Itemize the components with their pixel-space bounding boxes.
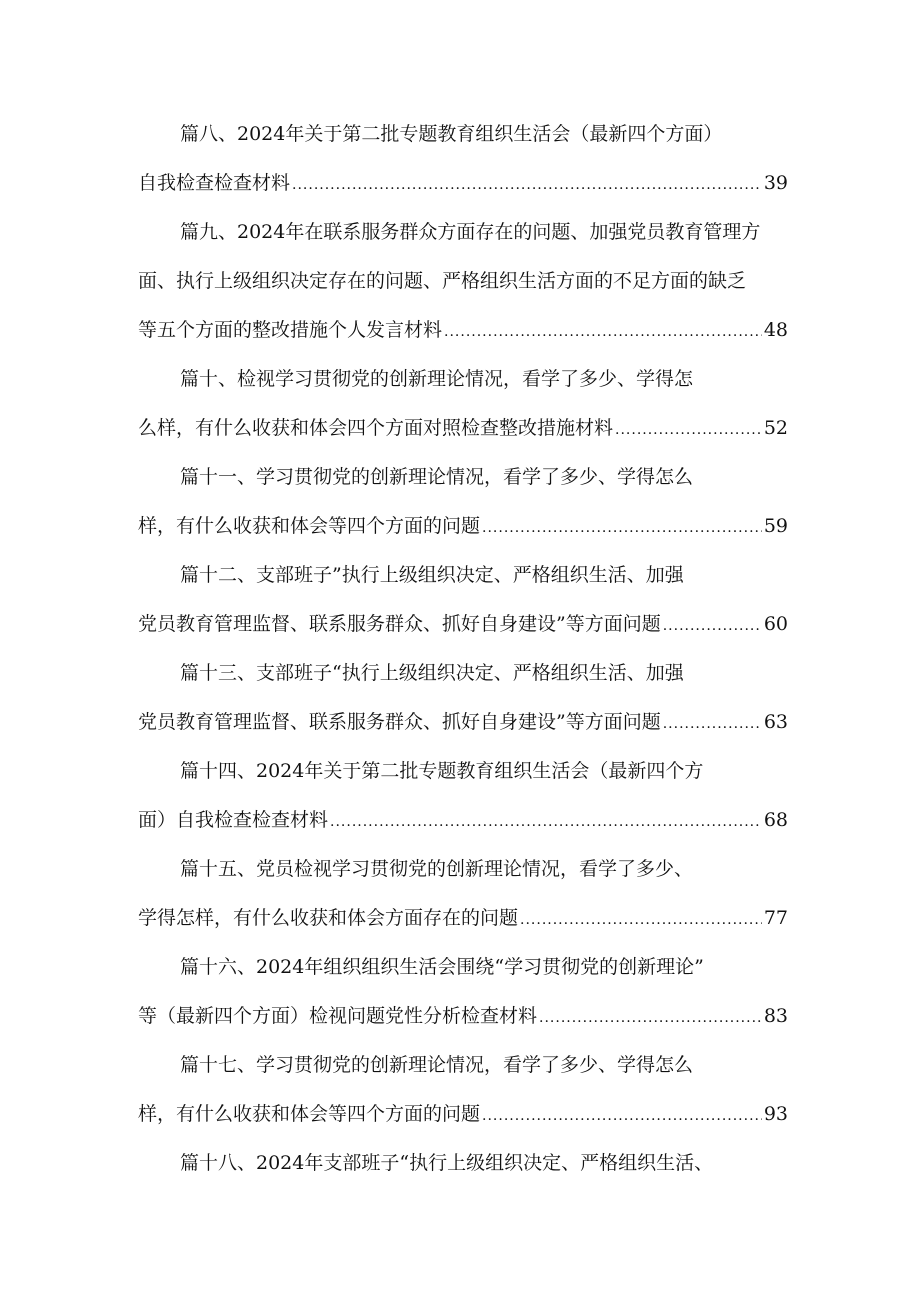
toc-entry-text: 样，有什么收获和体会等四个方面的问题 (138, 515, 481, 537)
toc-entry-leader-line (138, 1095, 788, 1144)
table-of-contents (138, 115, 788, 1193)
toc-page-number: 60 (763, 613, 788, 635)
toc-entry-leader-line (138, 703, 788, 752)
toc-entry-text: 等（最新四个方面）检视问题党性分析检查材料 (138, 1005, 538, 1027)
toc-entry-title-line: 篇十八、2024年支部班子“执行上级组织决定、严格组织生活、 (180, 1152, 714, 1174)
toc-entry-text: 学得怎样，有什么收获和体会方面存在的问题 (138, 907, 519, 929)
toc-entry-title-line: 篇十、检视学习贯彻党的创新理论情况，看学了多少、学得怎 (180, 368, 694, 390)
toc-entry-text: 自我检查检查材料 (138, 172, 291, 194)
dot-leader (482, 1097, 762, 1135)
dot-leader (330, 803, 762, 841)
toc-page-number: 39 (763, 172, 788, 194)
toc-page-number: 83 (763, 1005, 788, 1027)
toc-entry-leader-line (138, 899, 788, 948)
toc-entry-text: 党员教育管理监督、联系服务群众、抓好自身建设”等方面问题 (138, 711, 661, 733)
toc-page-number: 93 (763, 1103, 788, 1125)
toc-entry-title-line: 篇八、2024年关于第二批专题教育组织生活会（最新四个方面） (180, 123, 723, 145)
toc-entry-title-line: 篇十四、2024年关于第二批专题教育组织生活会（最新四个方 (180, 760, 704, 782)
toc-entry-text: 等五个方面的整改措施个人发言材料 (138, 319, 443, 341)
dot-leader (663, 705, 762, 743)
dot-leader (539, 999, 762, 1037)
toc-page-number: 68 (763, 809, 788, 831)
toc-entry-title-line: 篇十一、学习贯彻党的创新理论情况，看学了多少、学得怎么 (180, 466, 694, 488)
toc-page-number: 63 (763, 711, 788, 733)
toc-entry-text: 党员教育管理监督、联系服务群众、抓好自身建设”等方面问题 (138, 613, 661, 635)
toc-entry-continuation-line: 面、执行上级组织决定存在的问题、严格组织生活方面的不足方面的缺乏 (138, 270, 747, 292)
toc-entry-title-line: 篇九、2024年在联系服务群众方面存在的问题、加强党员教育管理方 (180, 221, 761, 243)
dot-leader (663, 607, 762, 645)
dot-leader (615, 411, 762, 449)
toc-entry-text: 面）自我检查检查材料 (138, 809, 329, 831)
toc-entry-leader-line (138, 409, 788, 458)
toc-entry-text: 么样，有什么收获和体会四个方面对照检查整改措施材料 (138, 417, 614, 439)
toc-entry-title-line: 篇十六、2024年组织组织生活会围绕“学习贯彻党的创新理论” (180, 956, 704, 978)
toc-entry-leader-line (138, 311, 788, 360)
toc-page-number: 77 (763, 907, 788, 929)
toc-page-number: 52 (763, 417, 788, 439)
toc-entry-title-line: 篇十三、支部班子“执行上级组织决定、严格组织生活、加强 (180, 662, 684, 684)
toc-entry-title-line: 篇十七、学习贯彻党的创新理论情况，看学了多少、学得怎么 (180, 1054, 694, 1076)
toc-page-number: 48 (763, 319, 788, 341)
toc-entry-title-line: 篇十五、党员检视学习贯彻党的创新理论情况，看学了多少、 (180, 858, 694, 880)
dot-leader (520, 901, 762, 939)
toc-entry-text: 样，有什么收获和体会等四个方面的问题 (138, 1103, 481, 1125)
toc-entry-leader-line (138, 507, 788, 556)
dot-leader (482, 509, 762, 547)
toc-entry-leader-line (138, 997, 788, 1046)
toc-entry-leader-line (138, 605, 788, 654)
dot-leader (292, 166, 762, 204)
toc-entry-leader-line (138, 164, 788, 213)
toc-page-number: 59 (763, 515, 788, 537)
dot-leader (444, 313, 762, 351)
toc-entry-title-line: 篇十二、支部班子”执行上级组织决定、严格组织生活、加强 (180, 564, 684, 586)
toc-entry-leader-line (138, 801, 788, 850)
